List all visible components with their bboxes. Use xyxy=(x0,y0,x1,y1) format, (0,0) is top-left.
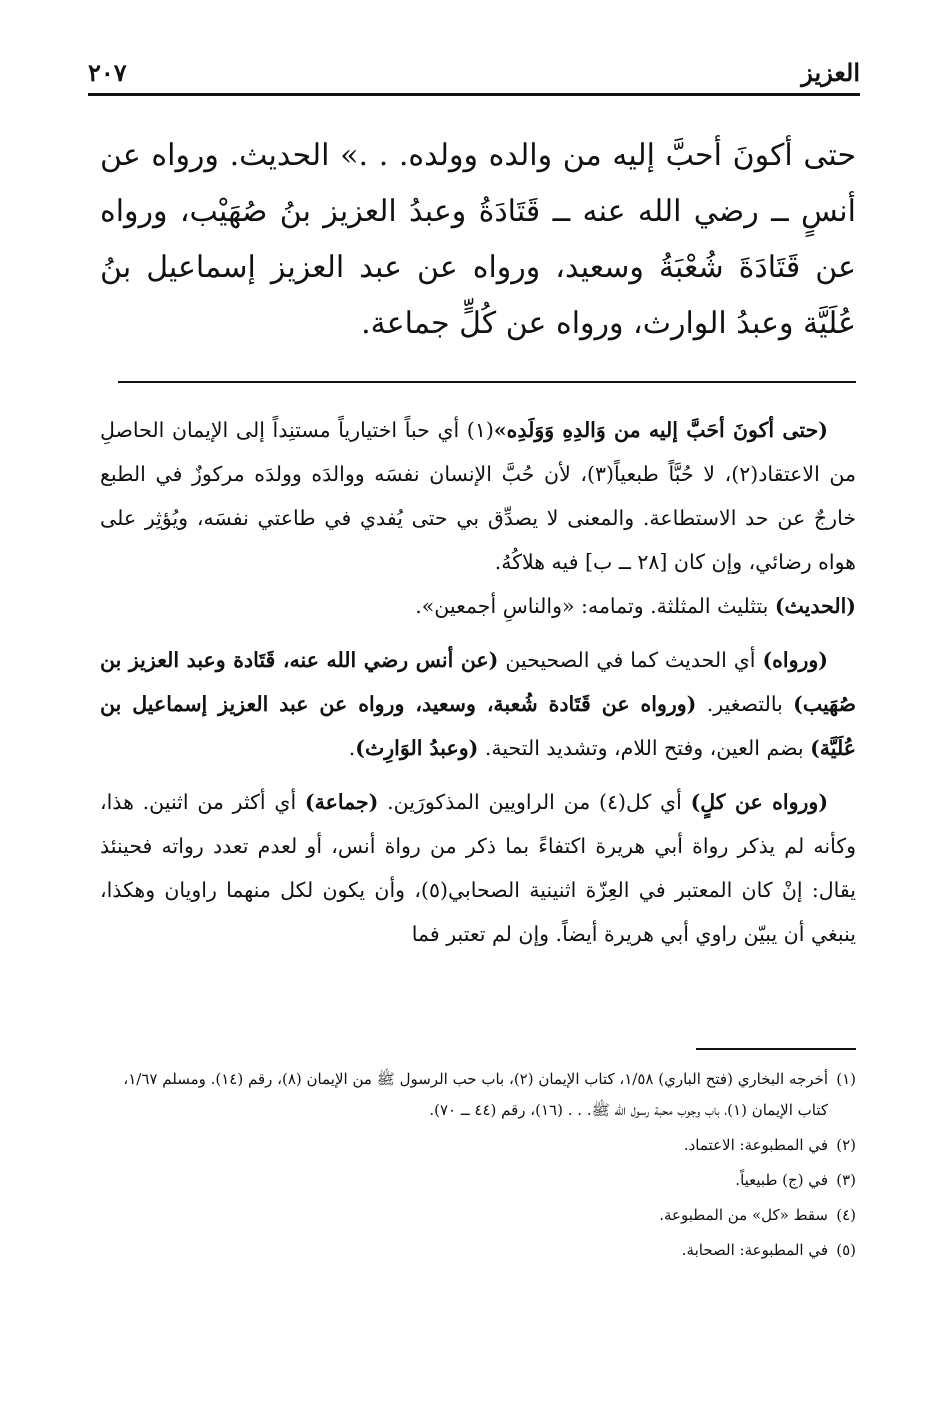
commentary-lemma: (ورواه عن قَتَادة شُعبة، وسعيد، ورواه عن عبد العزيز إسماعيل بن عُلَيَّة) xyxy=(100,692,856,760)
footnote-number: (٤) xyxy=(836,1206,856,1224)
commentary-paragraph-3 xyxy=(100,780,856,956)
footnote-2 xyxy=(100,1130,856,1161)
footnote-4 xyxy=(100,1200,856,1231)
footnote-3 xyxy=(100,1165,856,1196)
commentary-text: . xyxy=(348,736,356,760)
footnote-text: أخرجه البخاري (فتح الباري) ١/٥٨، كتاب الإيمان (٢)، باب حب الرسول ﷺ من الإيمان (٨)، رقم (١٤). ومسلم ١/٦٧، كتاب الإيمان (١)، باب وجوب محبة رسول الله ﷺ. . . (١٦)، رقم (٤٤ ــ ٧٠). xyxy=(123,1070,828,1119)
commentary-lemma: (ورواه) xyxy=(762,648,828,672)
commentary-lemma: (الحديث) xyxy=(774,594,856,618)
running-title: العزيز xyxy=(801,58,860,87)
commentary-lemma: (وعبدُ الوَارِث) xyxy=(355,736,479,760)
commentary-paragraph-1 xyxy=(100,408,856,628)
footnote-text: في المطبوعة: الصحابة. xyxy=(681,1241,828,1259)
commentary-lemma: (جماعة) xyxy=(304,790,379,814)
page-header xyxy=(88,52,860,92)
footnote-number: (٥) xyxy=(836,1241,856,1259)
footnote-separator xyxy=(696,1048,856,1050)
page-number: ٢٠٧ xyxy=(88,58,127,87)
footnote-1 xyxy=(100,1064,856,1126)
main-text-separator xyxy=(118,381,856,383)
commentary-text: بتثليث المثلثة. وتمامه: «والناسِ أجمعين». xyxy=(415,594,775,618)
footnote-text: في المطبوعة: الاعتماد. xyxy=(683,1136,828,1154)
footnotes xyxy=(100,1064,856,1270)
header-rule xyxy=(88,93,860,96)
commentary-text: بالتصغير. xyxy=(696,692,794,716)
commentary-text: أي أكثر من اثنين. هذا، وكأنه لم يذكر رواة أبي هريرة اكتفاءً بما ذكر من رواة أنس، أو لعدم تعدد رواته فحينئذ يقال: إنْ كان المعتبر في العِزّة اثنينية الصحابي(٥)، وأن يكون لكل منهما راويان وهكذا، ينبغي أن يبيّن راوي أبي هريرة أيضاً. وإن لم تعتبر فما xyxy=(100,790,856,946)
commentary-lemma: (عن أنس رضي الله عنه، قَتَادة وعبد العزيز بن صُهَيب) xyxy=(100,648,856,716)
commentary-paragraph-2 xyxy=(100,638,856,770)
footnote-number: (٢) xyxy=(836,1136,856,1154)
footnote-number: (١) xyxy=(836,1070,856,1088)
commentary-text: بضم العين، وفتح اللام، وتشديد التحية. xyxy=(478,736,811,760)
footnote-number: (٣) xyxy=(836,1171,856,1189)
commentary-lemma: (ورواه عن كلٍ) xyxy=(690,790,829,814)
footnote-text: سقط «كل» من المطبوعة. xyxy=(659,1206,828,1224)
commentary-text: (١) أي حباً اختيارياً مستنِداً إلى الإيمان الحاصلِ من الاعتقاد(٢)، لا حُبَّاً طبعياً(٣)، لأن حُبَّ الإنسان نفسَه ووالدَه وولدَه مركوزٌ في الطبع خارجٌ عن حد الاستطاعة. والمعنى لا يصدِّق بي حتى يُفدي في طاعتي نفسَه، ويُؤثِر على هواه رضائي، وإن كان [٢٨ ــ ب] فيه هلاكُهُ. xyxy=(100,418,856,574)
main-text xyxy=(100,128,856,352)
footnote-text: في (ج) طبيعياً. xyxy=(735,1171,828,1189)
footnote-5 xyxy=(100,1235,856,1266)
commentary-text: أي الحديث كما في الصحيحين xyxy=(498,648,763,672)
commentary-lemma: (حتى أكونَ أحَبَّ إليه من وَالدِهِ وَوَلَدِه» xyxy=(493,418,828,442)
main-text-paragraph: حتى أكونَ أحبَّ إليه من والده وولده. . .» الحديث. ورواه عن أنسٍ ــ رضي الله عنه ــ قَتَادَةُ وعبدُ العزيز بنُ صُهَيْب، ورواه عن قَتَادَةَ شُعْبَةُ وسعيد، ورواه عن عبد العزيز إسماعيل بنُ عُلَيَّة وعبدُ الوارث، ورواه عن كُلٍّ جماعة. xyxy=(100,138,856,341)
commentary xyxy=(100,408,856,966)
commentary-text: أي كل(٤) من الراويين المذكورَين. xyxy=(378,790,691,814)
